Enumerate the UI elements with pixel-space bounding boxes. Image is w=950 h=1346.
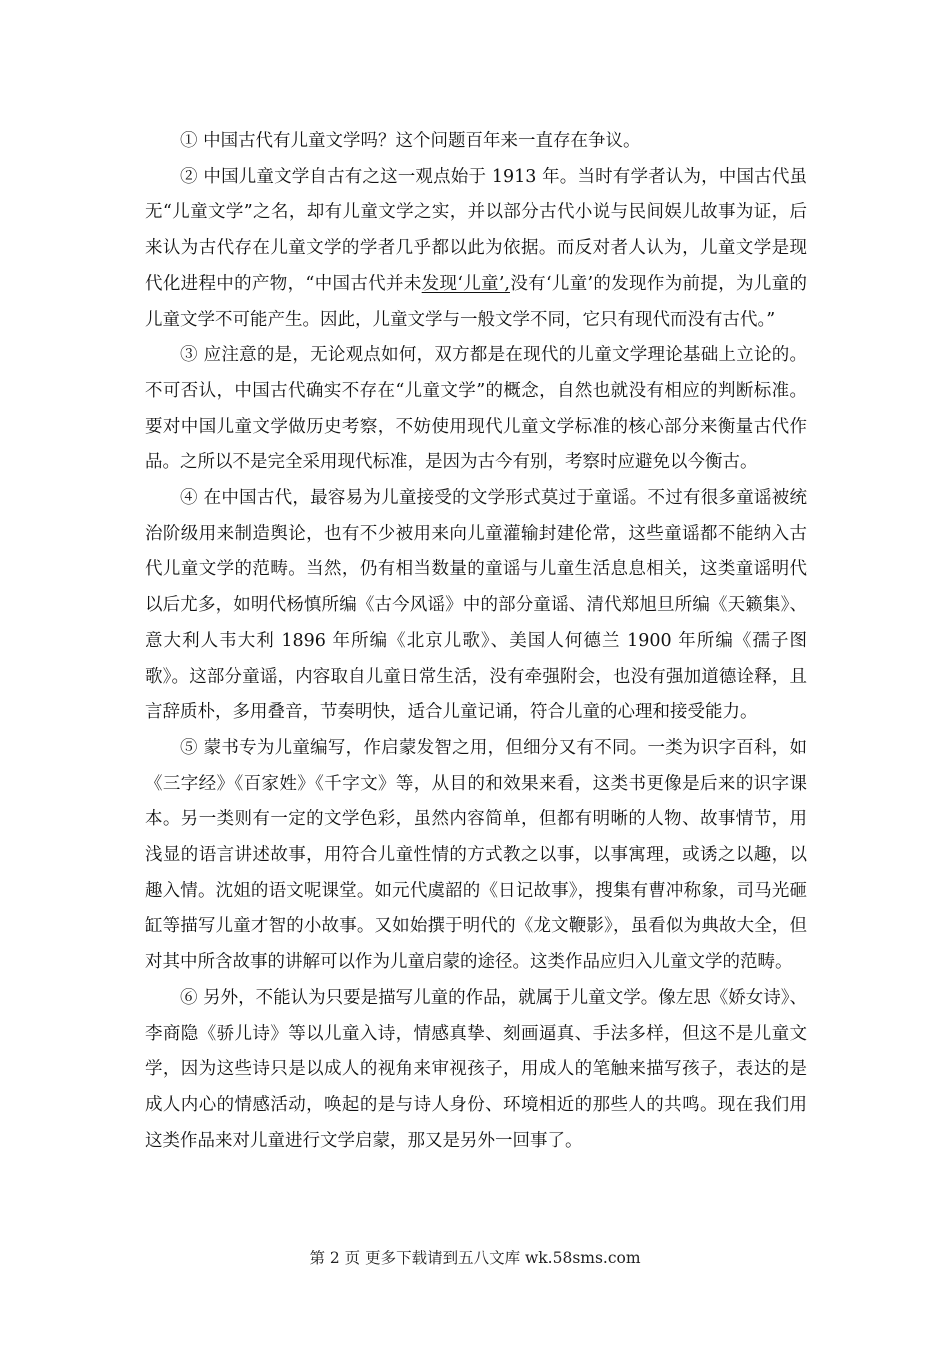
paragraph-4: ④ 在中国古代，最容易为儿童接受的文学形式莫过于童谣。不过有很多童谣被统治阶级用来制造舆论，也有不少被用来向儿童灌输封建伦常，这些童谣都不能纳入古代儿童文学的范畴。当然，仍有相当数量的童谣与儿童生活息息相关，这类童谣明代以后尤多，如明代杨慎所编《古今风谣》中的部分童谣、清代郑旭旦所编《天籁集》、意大利人韦大利 1896 年所编《北京儿歌》、美国人何德兰 1900 年所编《孺子图歌》。这部分童谣，内容取自儿童日常生活，没有牵强附会，也没有强加道德诠释，且言辞质朴，多用叠音，节奏明快，适合儿童记诵，符合儿童的心理和接受能力。	[145, 488, 807, 723]
paragraph-2-text-before: ② 中国儿童文学自古有之这一观点始于 1913 年。当时有学者认为，中国古代虽无“儿童文学”之名，却有儿童文学之实，并以部分古代小说与民间娱儿故事为证，后来认为古代存在儿童文学的学者几乎都以此为依据。而反对者人认为，儿童文学是现代化进程中的产物，“中国古代并未	[145, 166, 807, 294]
underlined-phrase: 发现‘儿童’,	[421, 273, 510, 294]
paragraph-1: ① 中国古代有儿童文学吗？这个问题百年来一直存在争议。	[180, 131, 641, 151]
paragraph-3: ③ 应注意的是，无论观点如何，双方都是在现代的儿童文学理论基础上立论的。不可否认，中国古代确实不存在“儿童文学”的概念，自然也就没有相应的判断标准。要对中国儿童文学做历史考察，不妨使用现代儿童文学标准的核心部分来衡量古代作品。之所以不是完全采用现代标准，是因为古今有别，考察时应避免以今衡古。	[145, 345, 807, 473]
paragraph-6: ⑥ 另外，不能认为只要是描写儿童的作品，就属于儿童文学。像左思《娇女诗》、李商隐《骄儿诗》等以儿童入诗，情感真挚、刻画逼真、手法多样，但这不是儿童文学，因为这些诗只是以成人的视角来审视孩子，用成人的笔触来描写孩子，表达的是成人内心的情感活动，唤起的是与诗人身份、环境相近的那些人的共鸣。现在我们用这类作品来对儿童进行文学启蒙，那又是另外一回事了。	[145, 987, 807, 1151]
paragraph-2-text-after: 没有‘儿童’的发现作为前提，为儿童的儿童文学不可能产生。因此，儿童文学与一般文学不同，它只有现代而没有古代。”	[145, 273, 807, 330]
article-body	[145, 124, 807, 1159]
paragraph-2	[145, 160, 807, 339]
page-footer: 第 2 页 更多下载请到五八文库 wk.58sms.com	[309, 1249, 641, 1267]
paragraph-5: ⑤ 蒙书专为儿童编写，作启蒙发智之用，但细分又有不同。一类为识字百科，如《三字经》《百家姓》《千字文》等，从目的和效果来看，这类书更像是后来的识字课本。另一类则有一定的文学色彩，虽然内容简单，但都有明晰的人物、故事情节，用浅显的语言讲述故事，用符合儿童性情的方式教之以事，以事寓理，或诱之以趣，以趣入情。沈姐的语文呢课堂。如元代虞韶的《日记故事》，搜集有曹冲称象，司马光砸缸等描写儿童才智的小故事。又如始撰于明代的《龙文鞭影》，虽看似为典故大全，但对其中所含故事的讲解可以作为儿童启蒙的途径。这类作品应归入儿童文学的范畴。	[145, 737, 807, 973]
